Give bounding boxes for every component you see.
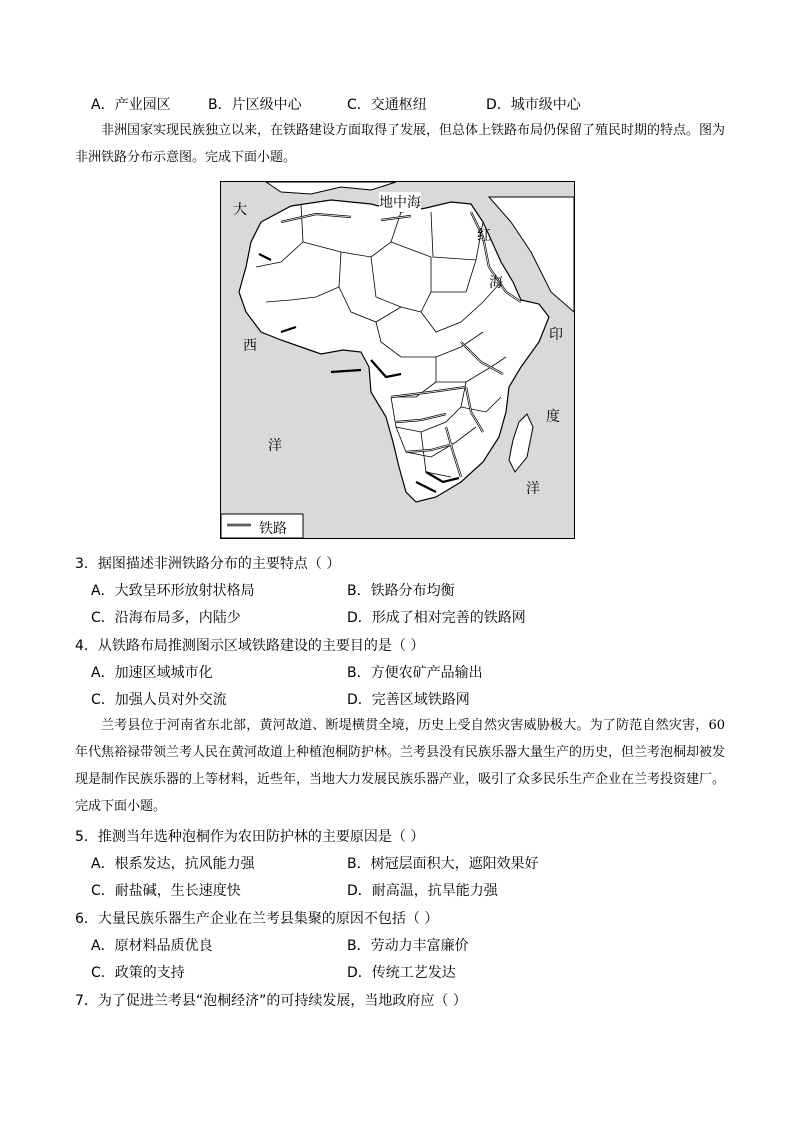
- label-red-sea-1: 红: [477, 228, 491, 244]
- passage-africa-railway: [75, 117, 725, 171]
- legend-railway-label: 铁路: [259, 521, 287, 537]
- q4-option-c: C．加强人员对外交流: [91, 692, 227, 708]
- q5-option-c: C．耐盐碱，生长速度快: [91, 883, 241, 899]
- q6-option-d: D．传统工艺发达: [347, 965, 456, 981]
- q3-option-d: D．形成了相对完善的铁路网: [347, 610, 526, 626]
- label-indian-2: 度: [546, 409, 560, 425]
- q3-option-b: B．铁路分布均衡: [347, 583, 455, 599]
- q4-option-a: A．加速区域城市化: [91, 665, 213, 681]
- label-indian-1: 印: [549, 327, 563, 343]
- q6-option-a: A．原材料品质优良: [91, 938, 213, 954]
- q5-option-b: B．树冠层面积大，遮阳效果好: [347, 856, 539, 872]
- label-atlantic-2: 西: [243, 338, 257, 354]
- q2-option-c: C．交通枢纽: [347, 97, 427, 113]
- label-mediterranean: 地中海: [379, 192, 421, 212]
- q4-option-d: D．完善区域铁路网: [347, 692, 470, 708]
- q3-stem: 3．据图描述非洲铁路分布的主要特点（ ）: [75, 556, 341, 572]
- label-atlantic-1: 大: [233, 202, 247, 218]
- q3-option-a: A．大致呈环形放射状格局: [91, 583, 255, 599]
- africa-landmass: [239, 200, 549, 502]
- africa-railway-map: [220, 181, 575, 539]
- label-red-sea-2: 海: [489, 275, 503, 291]
- q6-stem: 6．大量民族乐器生产企业在兰考县集聚的原因不包括（ ）: [75, 911, 439, 927]
- passage-africa-text: 非洲国家实现民族独立以来，在铁路建设方面取得了发展，但总体上铁路布局仍保留了殖民时期的特点。图为非洲铁路分布示意图。完成下面小题。: [75, 123, 726, 165]
- label-indian-3: 洋: [526, 481, 540, 497]
- q5-option-d: D．耐高温，抗旱能力强: [347, 883, 498, 899]
- q5-option-a: A．根系发达，抗风能力强: [91, 856, 255, 872]
- q3-option-c: C．沿海布局多，内陆少: [91, 610, 241, 626]
- europe-landmass: [266, 182, 396, 194]
- q6-option-b: B．劳动力丰富廉价: [347, 938, 469, 954]
- q4-stem: 4．从铁路布局推测图示区域铁路建设的主要目的是（ ）: [75, 638, 425, 654]
- q4-option-b: B．方便农矿产品输出: [347, 665, 483, 681]
- q2-option-d: D．城市级中心: [486, 97, 581, 113]
- q7-stem: 7．为了促进兰考县“泡桐经济”的可持续发展，当地政府应（ ）: [75, 993, 467, 1009]
- passage-lankao: [75, 712, 725, 820]
- label-atlantic-3: 洋: [268, 438, 282, 454]
- africa-map-svg: [221, 182, 574, 538]
- q2-option-b: B．片区级中心: [208, 97, 302, 113]
- madagascar-island: [509, 414, 533, 472]
- q6-option-c: C．政策的支持: [91, 965, 185, 981]
- passage-lankao-text: 兰考县位于河南省东北部，黄河故道、断堤横贯全境，历史上受自然灾害威胁极大。为了防范自然灾害，60年代焦裕禄带领兰考人民在黄河故道上种植泡桐防护林。兰考县没有民族乐器大量生产的历史，但兰考泡桐却被发现是制作民族乐器的上等材料，近些年，当地大力发展民族乐器产业，吸引了众多民乐生产企业在兰考投资建厂。完成下面小题。: [75, 718, 726, 814]
- q5-stem: 5．推测当年选种泡桐作为农田防护林的主要原因是（ ）: [75, 829, 425, 845]
- q2-option-a: A．产业园区: [91, 97, 171, 113]
